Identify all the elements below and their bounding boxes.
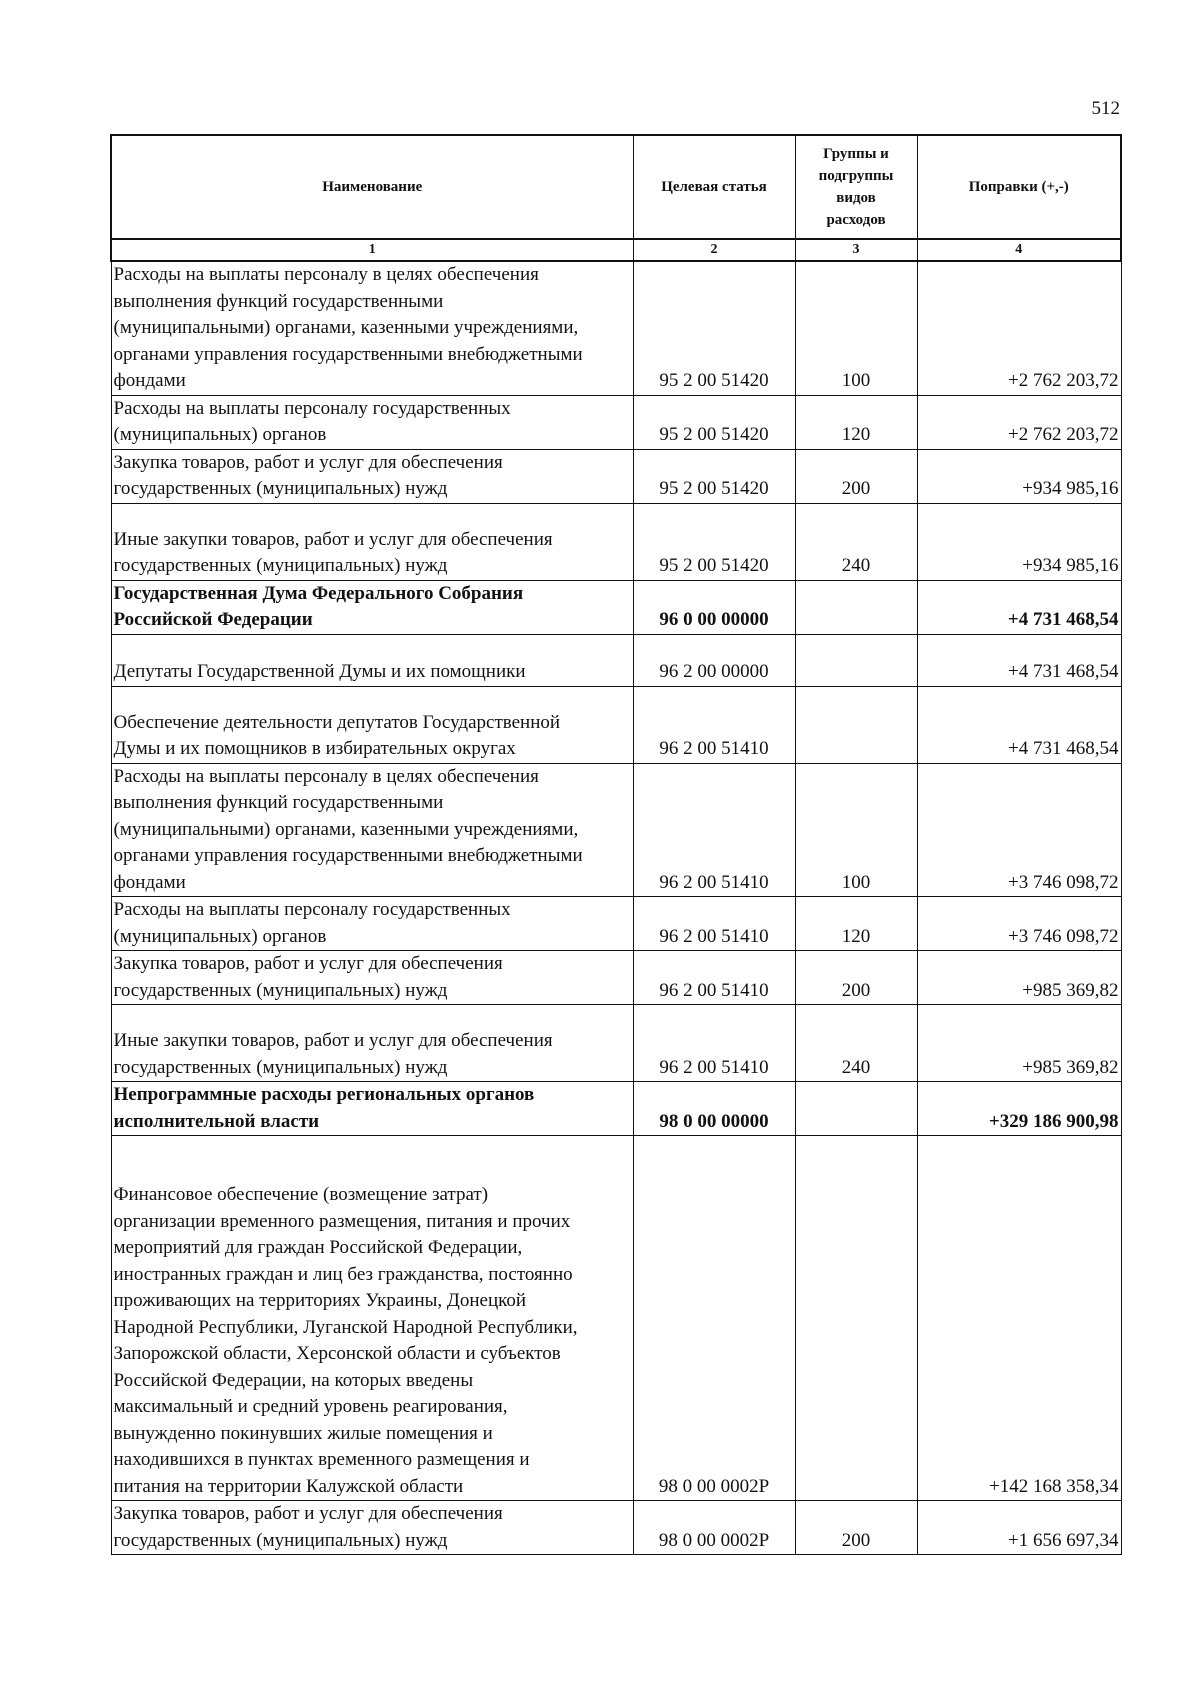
- row-name: Закупка товаров, работ и услуг для обеспечения государственных (муниципальных) нужд: [111, 951, 633, 1005]
- row-name: Расходы на выплаты персоналу в целях обеспечения выполнения функций государственными (муниципальными) органами, казенными учреждениями, органами управления государственными внебюджетными фондами: [111, 763, 633, 897]
- row-amount: +3 746 098,72: [917, 763, 1121, 897]
- row-group: 100: [795, 261, 917, 395]
- table-row: [111, 897, 1121, 951]
- row-group: [795, 580, 917, 634]
- row-code: 96 2 00 00000: [633, 634, 795, 686]
- row-code: 95 2 00 51420: [633, 449, 795, 503]
- table-row: [111, 634, 1121, 686]
- table-row: [111, 1082, 1121, 1136]
- row-group: 120: [795, 395, 917, 449]
- row-group: [795, 634, 917, 686]
- row-code: 98 0 00 0002Р: [633, 1501, 795, 1555]
- row-code: 96 0 00 00000: [633, 580, 795, 634]
- row-amount: +4 731 468,54: [917, 686, 1121, 763]
- row-name: Иные закупки товаров, работ и услуг для обеспечения государственных (муниципальных) нужд: [111, 1005, 633, 1082]
- header-code: Целевая статья: [633, 135, 795, 239]
- budget-table: [110, 134, 1122, 1555]
- column-number: 4: [917, 239, 1121, 261]
- row-code: 98 0 00 0002Р: [633, 1136, 795, 1501]
- table-row: [111, 686, 1121, 763]
- row-name: Непрограммные расходы региональных органов исполнительной власти: [111, 1082, 633, 1136]
- table-row: [111, 395, 1121, 449]
- row-amount: +934 985,16: [917, 449, 1121, 503]
- row-group: 240: [795, 1005, 917, 1082]
- header-group: Группы и подгруппы видов расходов: [795, 135, 917, 239]
- row-amount: +2 762 203,72: [917, 261, 1121, 395]
- row-group: 200: [795, 1501, 917, 1555]
- table-row: [111, 1501, 1121, 1555]
- row-amount: +985 369,82: [917, 1005, 1121, 1082]
- page-number: 512: [1091, 98, 1120, 119]
- row-code: 96 2 00 51410: [633, 686, 795, 763]
- row-name: Расходы на выплаты персоналу в целях обеспечения выполнения функций государственными (муниципальными) органами, казенными учреждениями, органами управления государственными внебюджетными фондами: [111, 261, 633, 395]
- row-amount: +3 746 098,72: [917, 897, 1121, 951]
- table-header-row: [111, 135, 1121, 239]
- row-name: Расходы на выплаты персоналу государственных (муниципальных) органов: [111, 897, 633, 951]
- table-row: [111, 1005, 1121, 1082]
- table-row: [111, 449, 1121, 503]
- row-group: [795, 1136, 917, 1501]
- row-name: Государственная Дума Федерального Собрания Российской Федерации: [111, 580, 633, 634]
- row-code: 95 2 00 51420: [633, 395, 795, 449]
- row-name: Финансовое обеспечение (возмещение затрат) организации временного размещения, питания и прочих мероприятий для граждан Российской Федерации, иностранных граждан и лиц без гражданства, постоянно проживающих на территориях Украины, Донецкой Народной Республики, Луганской Народной Республики, Запорожской области, Херсонской области и субъектов Российской Федерации, на которых введены максимальный и средний уровень реагирования, вынужденно покинувших жилые помещения и находившихся в пунктах временного размещения и питания на территории Калужской области: [111, 1136, 633, 1501]
- row-amount: +142 168 358,34: [917, 1136, 1121, 1501]
- column-number: 1: [111, 239, 633, 261]
- table-row: [111, 951, 1121, 1005]
- header-amount: Поправки (+,-): [917, 135, 1121, 239]
- row-amount: +2 762 203,72: [917, 395, 1121, 449]
- row-name: Иные закупки товаров, работ и услуг для обеспечения государственных (муниципальных) нужд: [111, 503, 633, 580]
- row-code: 96 2 00 51410: [633, 763, 795, 897]
- row-amount: +329 186 900,98: [917, 1082, 1121, 1136]
- column-number: 3: [795, 239, 917, 261]
- row-group: 240: [795, 503, 917, 580]
- row-code: 96 2 00 51410: [633, 1005, 795, 1082]
- row-amount: +1 656 697,34: [917, 1501, 1121, 1555]
- row-name: Депутаты Государственной Думы и их помощники: [111, 634, 633, 686]
- row-name: Закупка товаров, работ и услуг для обеспечения государственных (муниципальных) нужд: [111, 449, 633, 503]
- row-code: 96 2 00 51410: [633, 951, 795, 1005]
- row-amount: +4 731 468,54: [917, 580, 1121, 634]
- column-number-row: [111, 239, 1121, 261]
- table-row: [111, 1136, 1121, 1501]
- table-row: [111, 503, 1121, 580]
- row-amount: +985 369,82: [917, 951, 1121, 1005]
- row-group: 200: [795, 449, 917, 503]
- row-amount: +934 985,16: [917, 503, 1121, 580]
- row-name: Расходы на выплаты персоналу государственных (муниципальных) органов: [111, 395, 633, 449]
- row-code: 98 0 00 00000: [633, 1082, 795, 1136]
- header-name: Наименование: [111, 135, 633, 239]
- table-row: [111, 763, 1121, 897]
- row-name: Закупка товаров, работ и услуг для обеспечения государственных (муниципальных) нужд: [111, 1501, 633, 1555]
- row-code: 95 2 00 51420: [633, 503, 795, 580]
- row-name: Обеспечение деятельности депутатов Государственной Думы и их помощников в избирательных округах: [111, 686, 633, 763]
- row-amount: +4 731 468,54: [917, 634, 1121, 686]
- column-number: 2: [633, 239, 795, 261]
- row-group: [795, 1082, 917, 1136]
- row-group: 100: [795, 763, 917, 897]
- row-group: 120: [795, 897, 917, 951]
- row-code: 95 2 00 51420: [633, 261, 795, 395]
- table-row: [111, 580, 1121, 634]
- table-row: [111, 261, 1121, 395]
- row-group: 200: [795, 951, 917, 1005]
- row-group: [795, 686, 917, 763]
- row-code: 96 2 00 51410: [633, 897, 795, 951]
